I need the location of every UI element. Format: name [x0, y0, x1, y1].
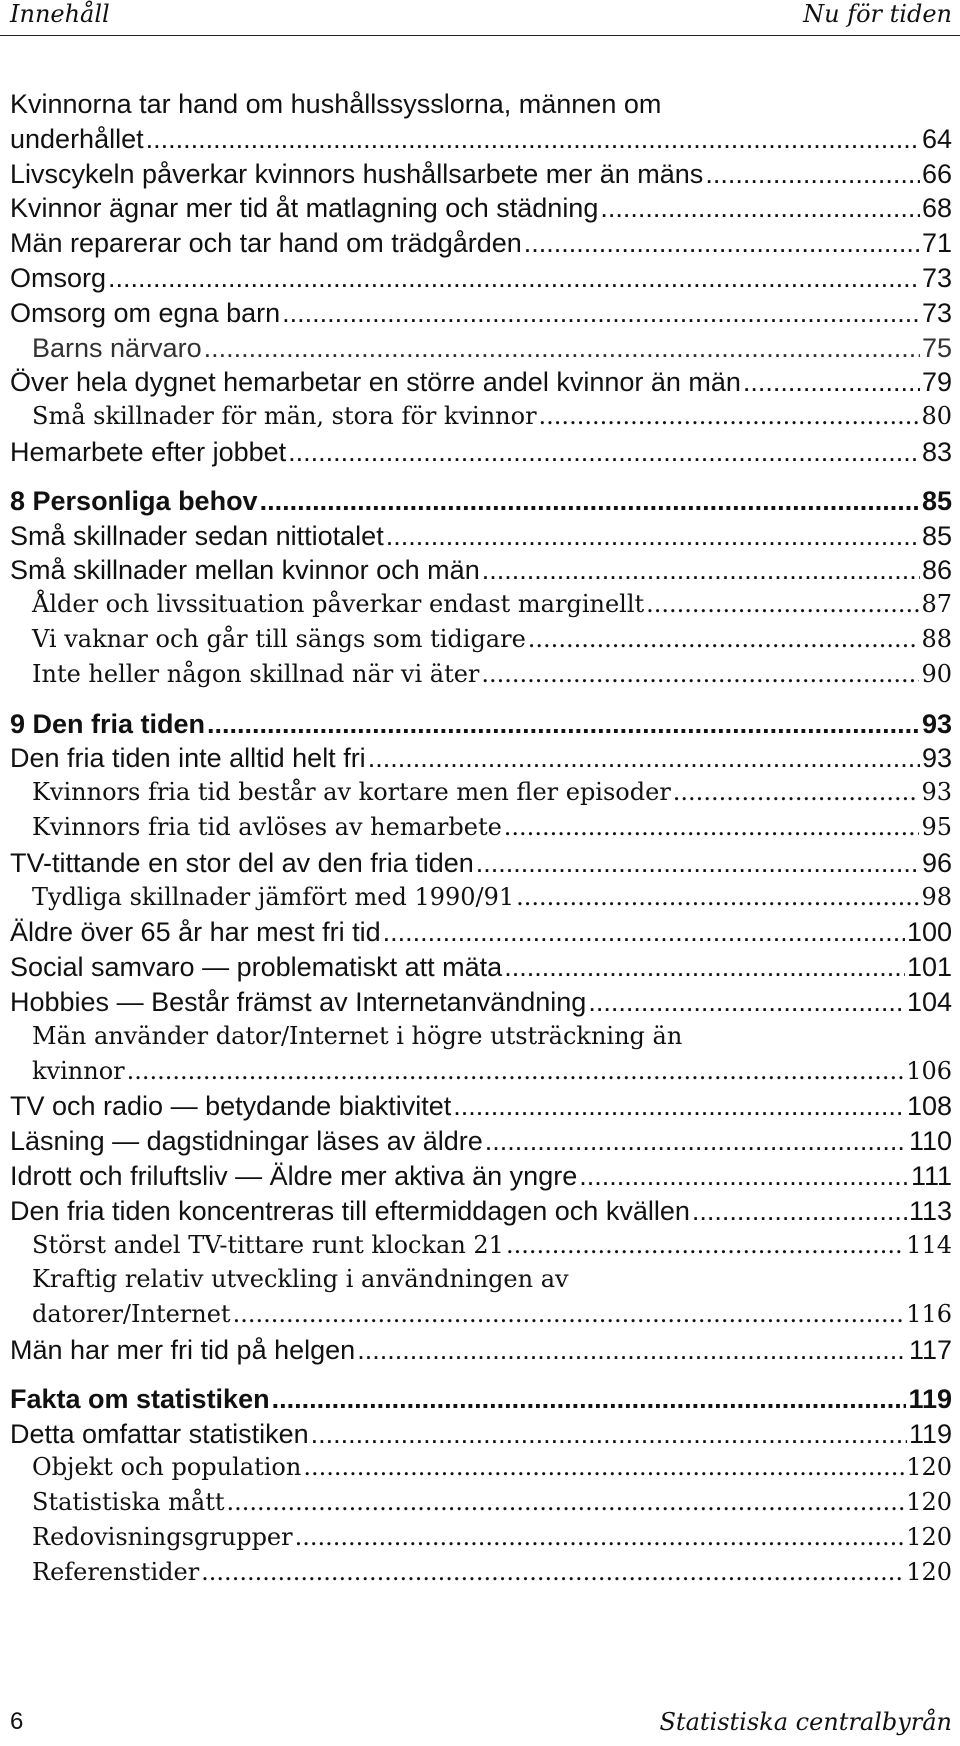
dot-leader: [207, 709, 920, 740]
toc-entry-title: Omsorg om egna barn: [10, 297, 281, 328]
toc-page-number: 120: [906, 1557, 952, 1586]
toc-page-number: 100: [906, 917, 952, 948]
toc-page-number: 68: [921, 193, 952, 224]
toc-entry-title: Livscykeln påverkar kvinnors hushållsarbete mer än mäns: [10, 158, 704, 189]
toc-entry[interactable]: [10, 1419, 952, 1454]
dot-leader: [524, 228, 920, 259]
toc-entry-title: Den fria tiden koncentreras till eftermiddagen och kvällen: [10, 1195, 690, 1226]
toc-entry-title: Barns närvaro: [32, 332, 202, 363]
toc-entry-title: Ålder och livssituation påverkar endast marginellt: [32, 590, 645, 619]
toc-entry[interactable]: [32, 625, 952, 660]
toc-page-number: 93: [921, 743, 952, 774]
toc-entry[interactable]: [32, 333, 952, 368]
toc-entry[interactable]: [10, 987, 952, 1022]
toc-entry[interactable]: [10, 555, 952, 590]
toc-page-number: 96: [921, 847, 952, 878]
toc-entry-title: Störst andel TV-tittare runt klockan 21: [32, 1230, 504, 1259]
toc-entry[interactable]: [10, 193, 952, 228]
toc-entry[interactable]: [32, 1453, 952, 1488]
toc-entry[interactable]: [32, 1488, 952, 1523]
dot-leader: [539, 402, 920, 430]
toc-entry[interactable]: [32, 1265, 952, 1335]
toc-entry[interactable]: [10, 743, 952, 778]
toc-page-number: 120: [906, 1523, 952, 1551]
dot-leader: [295, 1523, 905, 1551]
toc-entry-title: underhållet: [10, 123, 144, 154]
toc-page-number: 93: [921, 708, 952, 739]
toc-page-number: 73: [921, 297, 952, 328]
toc-page-number: 117: [908, 1335, 952, 1365]
toc-page-number: 108: [906, 1091, 952, 1122]
toc-entry[interactable]: [10, 952, 952, 987]
toc-page-number: 120: [906, 1453, 952, 1482]
toc-entry[interactable]: [10, 159, 952, 194]
toc-entry-title: Fakta om statistiken: [10, 1383, 270, 1414]
toc-entry[interactable]: [10, 1196, 952, 1231]
toc-entry-title: Den fria tiden inte alltid helt fri: [10, 743, 366, 774]
header-book-title: Nu för tiden: [803, 0, 952, 28]
toc-entry[interactable]: [10, 1161, 952, 1196]
toc-entry-title: Äldre över 65 år har mest fri tid: [10, 917, 381, 948]
toc-page-number: 66: [921, 158, 952, 189]
toc-entry-title: Social samvaro — problematiskt att mäta: [10, 952, 503, 983]
toc-entry-title: Vi vaknar och går till sängs som tidigare: [32, 625, 526, 653]
dot-leader: [646, 590, 919, 618]
dot-leader: [528, 625, 920, 653]
toc-entry-title: Referenstider: [32, 1557, 200, 1586]
toc-page-number: 104: [906, 987, 952, 1017]
toc-entry-title: Tydliga skillnader jämfört med 1990/91: [32, 882, 515, 911]
toc-entry[interactable]: [10, 228, 952, 263]
toc-entry[interactable]: [10, 298, 952, 333]
toc-page-number: 119: [908, 1418, 952, 1449]
toc-page-number: 87: [921, 590, 952, 619]
toc-entry-title: Objekt och population: [32, 1453, 302, 1482]
toc-entry[interactable]: [32, 1231, 952, 1266]
toc-page-number: 79: [921, 367, 952, 398]
dot-leader: [383, 917, 905, 948]
toc-entry[interactable]: [10, 89, 952, 159]
toc-entry[interactable]: [10, 437, 952, 472]
toc-page-number: 111: [910, 1161, 952, 1191]
toc-entry[interactable]: [32, 778, 952, 813]
toc-page-number: 71: [921, 228, 952, 259]
dot-leader: [453, 1091, 905, 1122]
toc-entry[interactable]: [32, 813, 952, 848]
toc-entry[interactable]: [10, 848, 952, 883]
toc-entry-title: Män reparerar och tar hand om trädgården: [10, 228, 522, 259]
dot-leader: [600, 193, 920, 224]
dot-leader: [705, 159, 920, 190]
toc-entry-title: Över hela dygnet hemarbetar en större andel kvinnor än män: [10, 367, 741, 398]
dot-leader: [481, 660, 919, 688]
dot-leader: [476, 848, 920, 879]
dot-leader: [201, 1558, 904, 1586]
toc-entry-title: Omsorg: [10, 263, 107, 293]
toc-entry-title: Små skillnader sedan nittiotalet: [10, 520, 384, 551]
toc-entry-title: Detta omfattar statistiken: [10, 1418, 309, 1449]
running-footer: [0, 1700, 960, 1746]
dot-leader: [260, 486, 920, 517]
toc-entry[interactable]: [10, 263, 952, 298]
toc-entry[interactable]: [32, 1022, 952, 1092]
toc-entry[interactable]: [10, 1091, 952, 1126]
toc-entry[interactable]: [32, 1558, 952, 1593]
toc-entry-title: Små skillnader mellan kvinnor och män: [10, 555, 480, 586]
dot-leader: [516, 883, 919, 911]
dot-leader: [579, 1161, 909, 1192]
toc-entry-title: Små skillnader för män, stora för kvinnor: [32, 402, 537, 431]
dot-leader: [303, 1453, 904, 1481]
toc-page-number: 75: [921, 332, 952, 363]
toc-entry-title: Kvinnors fria tid avlöses av hemarbete: [32, 813, 502, 841]
header-section-title: Innehåll: [10, 0, 110, 28]
toc-entry-title: kvinnor: [32, 1056, 125, 1085]
toc-entry[interactable]: [32, 590, 952, 625]
toc-entry[interactable]: [32, 1523, 952, 1558]
toc-page-number: 64: [921, 123, 952, 154]
dot-leader: [146, 124, 920, 155]
toc-page-number: 83: [921, 437, 952, 467]
toc-page-number: 101: [906, 952, 952, 983]
dot-leader: [673, 778, 920, 806]
dot-leader: [504, 813, 920, 841]
dot-leader: [272, 1384, 907, 1415]
dot-leader: [282, 298, 920, 329]
dot-leader: [485, 1126, 907, 1157]
toc-entry[interactable]: [10, 367, 952, 402]
toc-entry[interactable]: [32, 402, 952, 437]
dot-leader: [288, 437, 920, 468]
dot-leader: [227, 1488, 905, 1516]
toc-entry-title-line: Kraftig relativ utveckling i användningen av: [32, 1265, 569, 1294]
toc-entry-title: Statistiska mått: [32, 1488, 225, 1517]
dot-leader: [504, 952, 905, 983]
toc-entry-title: Män har mer fri tid på helgen: [10, 1335, 356, 1365]
toc-entry-title: Hobbies — Består främst av Internetanvändning: [10, 987, 587, 1017]
toc-entry[interactable]: [10, 709, 952, 744]
toc-entry[interactable]: [32, 883, 952, 918]
toc-entry-title: 8 Personliga behov: [10, 485, 258, 516]
toc-page-number: 85: [921, 485, 952, 516]
toc-entry-title: 9 Den fria tiden: [10, 708, 206, 739]
footer-publisher: Statistiska centralbyrån: [659, 1708, 952, 1736]
toc-entry-title: Kvinnor ägnar mer tid åt matlagning och städning: [10, 193, 599, 224]
dot-leader: [357, 1335, 907, 1366]
footer-page-number: 6: [10, 1708, 24, 1735]
toc-page-number: 106: [906, 1056, 952, 1085]
dot-leader: [743, 367, 920, 398]
toc-entry[interactable]: [10, 1384, 952, 1419]
toc-page-number: 90: [921, 659, 952, 688]
toc-entry[interactable]: [10, 917, 952, 952]
toc-page-number: 110: [908, 1126, 952, 1157]
toc-entry-title: TV-tittande en stor del av den fria tiden: [10, 847, 474, 878]
toc-page-number: 80: [921, 402, 952, 431]
toc-page-number: 116: [906, 1300, 952, 1329]
toc-page-number: 114: [906, 1230, 952, 1259]
dot-leader: [204, 333, 920, 364]
toc-page-number: 95: [921, 813, 952, 841]
dot-leader: [311, 1419, 907, 1450]
dot-leader: [233, 1300, 905, 1328]
toc-entry[interactable]: [10, 486, 952, 521]
toc-entry-title: Läsning — dagstidningar läses av äldre: [10, 1126, 483, 1157]
toc-entry-title: Idrott och friluftsliv — Äldre mer aktiva än yngre: [10, 1161, 578, 1191]
toc-page-number: 98: [921, 882, 952, 911]
toc-page-number: 88: [921, 625, 952, 653]
dot-leader: [482, 555, 920, 586]
toc-page-number: 113: [908, 1195, 952, 1226]
toc-entry[interactable]: [10, 1335, 952, 1370]
dot-leader: [368, 743, 920, 774]
toc-entry-title: datorer/Internet: [32, 1300, 231, 1329]
toc-entry[interactable]: [10, 521, 952, 556]
toc-entry-title: Kvinnors fria tid består av kortare men fler episoder: [32, 778, 671, 807]
toc-page-number: 93: [921, 778, 952, 807]
toc-entry-title: TV och radio — betydande biaktivitet: [10, 1091, 452, 1122]
toc-page-number: 120: [906, 1488, 952, 1517]
toc-entry-title: Hemarbete efter jobbet: [10, 437, 287, 467]
toc-entry-title-line: Kvinnorna tar hand om hushållssysslorna, männen om: [10, 89, 662, 119]
toc-entry[interactable]: [32, 660, 952, 695]
dot-leader: [108, 263, 920, 294]
dot-leader: [127, 1057, 905, 1085]
toc-page-number: 85: [921, 520, 952, 551]
dot-leader: [692, 1196, 907, 1227]
toc-entry-title: Redovisningsgrupper: [32, 1523, 293, 1551]
dot-leader: [386, 521, 920, 552]
toc-page-number: 73: [921, 263, 952, 293]
dot-leader: [506, 1231, 904, 1259]
toc-entry[interactable]: [10, 1126, 952, 1161]
toc-entry-title: Inte heller någon skillnad när vi äter: [32, 659, 480, 688]
toc-entry-title-line: Män använder dator/Internet i högre utsträckning än: [32, 1021, 683, 1050]
dot-leader: [588, 987, 905, 1018]
toc-page-number: 86: [921, 555, 952, 586]
toc-page-number: 119: [908, 1383, 952, 1414]
